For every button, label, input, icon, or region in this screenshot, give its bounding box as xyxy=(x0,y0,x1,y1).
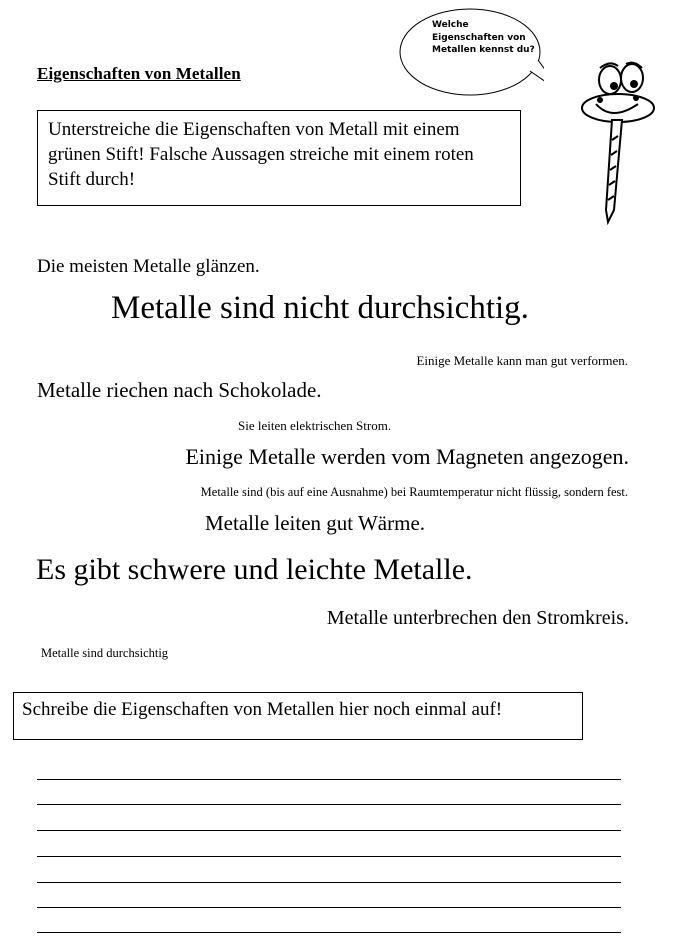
instruction-text: Unterstreiche die Eigenschaften von Metall mit einem grünen Stift! Falsche Aussagen streiche mit einem roten Stift durch! xyxy=(48,119,474,190)
speech-bubble-text: Welche Eigenschaften von Metallen kennst du? xyxy=(432,20,535,55)
statement: Metalle sind (bis auf eine Ausnahme) bei Raumtemperatur nicht flüssig, sondern fest. xyxy=(200,485,628,499)
nail-mascot-icon xyxy=(572,60,672,230)
writing-line[interactable] xyxy=(37,830,621,831)
statement: Es gibt schwere und leichte Metalle. xyxy=(36,553,473,586)
writing-line[interactable] xyxy=(37,856,621,857)
statement: Metalle sind nicht durchsichtig. xyxy=(111,290,529,326)
statement: Einige Metalle kann man gut verformen. xyxy=(416,353,628,368)
writing-line[interactable] xyxy=(37,804,621,805)
statement: Metalle unterbrechen den Stromkreis. xyxy=(326,607,629,629)
writing-line[interactable] xyxy=(37,779,621,780)
writing-prompt-text: Schreibe die Eigenschaften von Metallen hier noch einmal auf! xyxy=(22,699,503,720)
writing-line[interactable] xyxy=(37,932,621,933)
statement: Sie leiten elektrischen Strom. xyxy=(238,418,392,433)
writing-line[interactable] xyxy=(37,882,621,883)
statement: Einige Metalle werden vom Magneten angezogen. xyxy=(185,444,629,469)
worksheet-title: Eigenschaften von Metallen xyxy=(37,64,241,83)
statement: Metalle leiten gut Wärme. xyxy=(205,511,426,535)
statement: Metalle riechen nach Schokolade. xyxy=(37,378,322,402)
statement: Die meisten Metalle glänzen. xyxy=(37,256,260,277)
instruction-box xyxy=(37,110,521,206)
writing-prompt-box xyxy=(13,692,583,740)
writing-line[interactable] xyxy=(37,907,621,908)
statement: Metalle sind durchsichtig xyxy=(41,646,169,660)
